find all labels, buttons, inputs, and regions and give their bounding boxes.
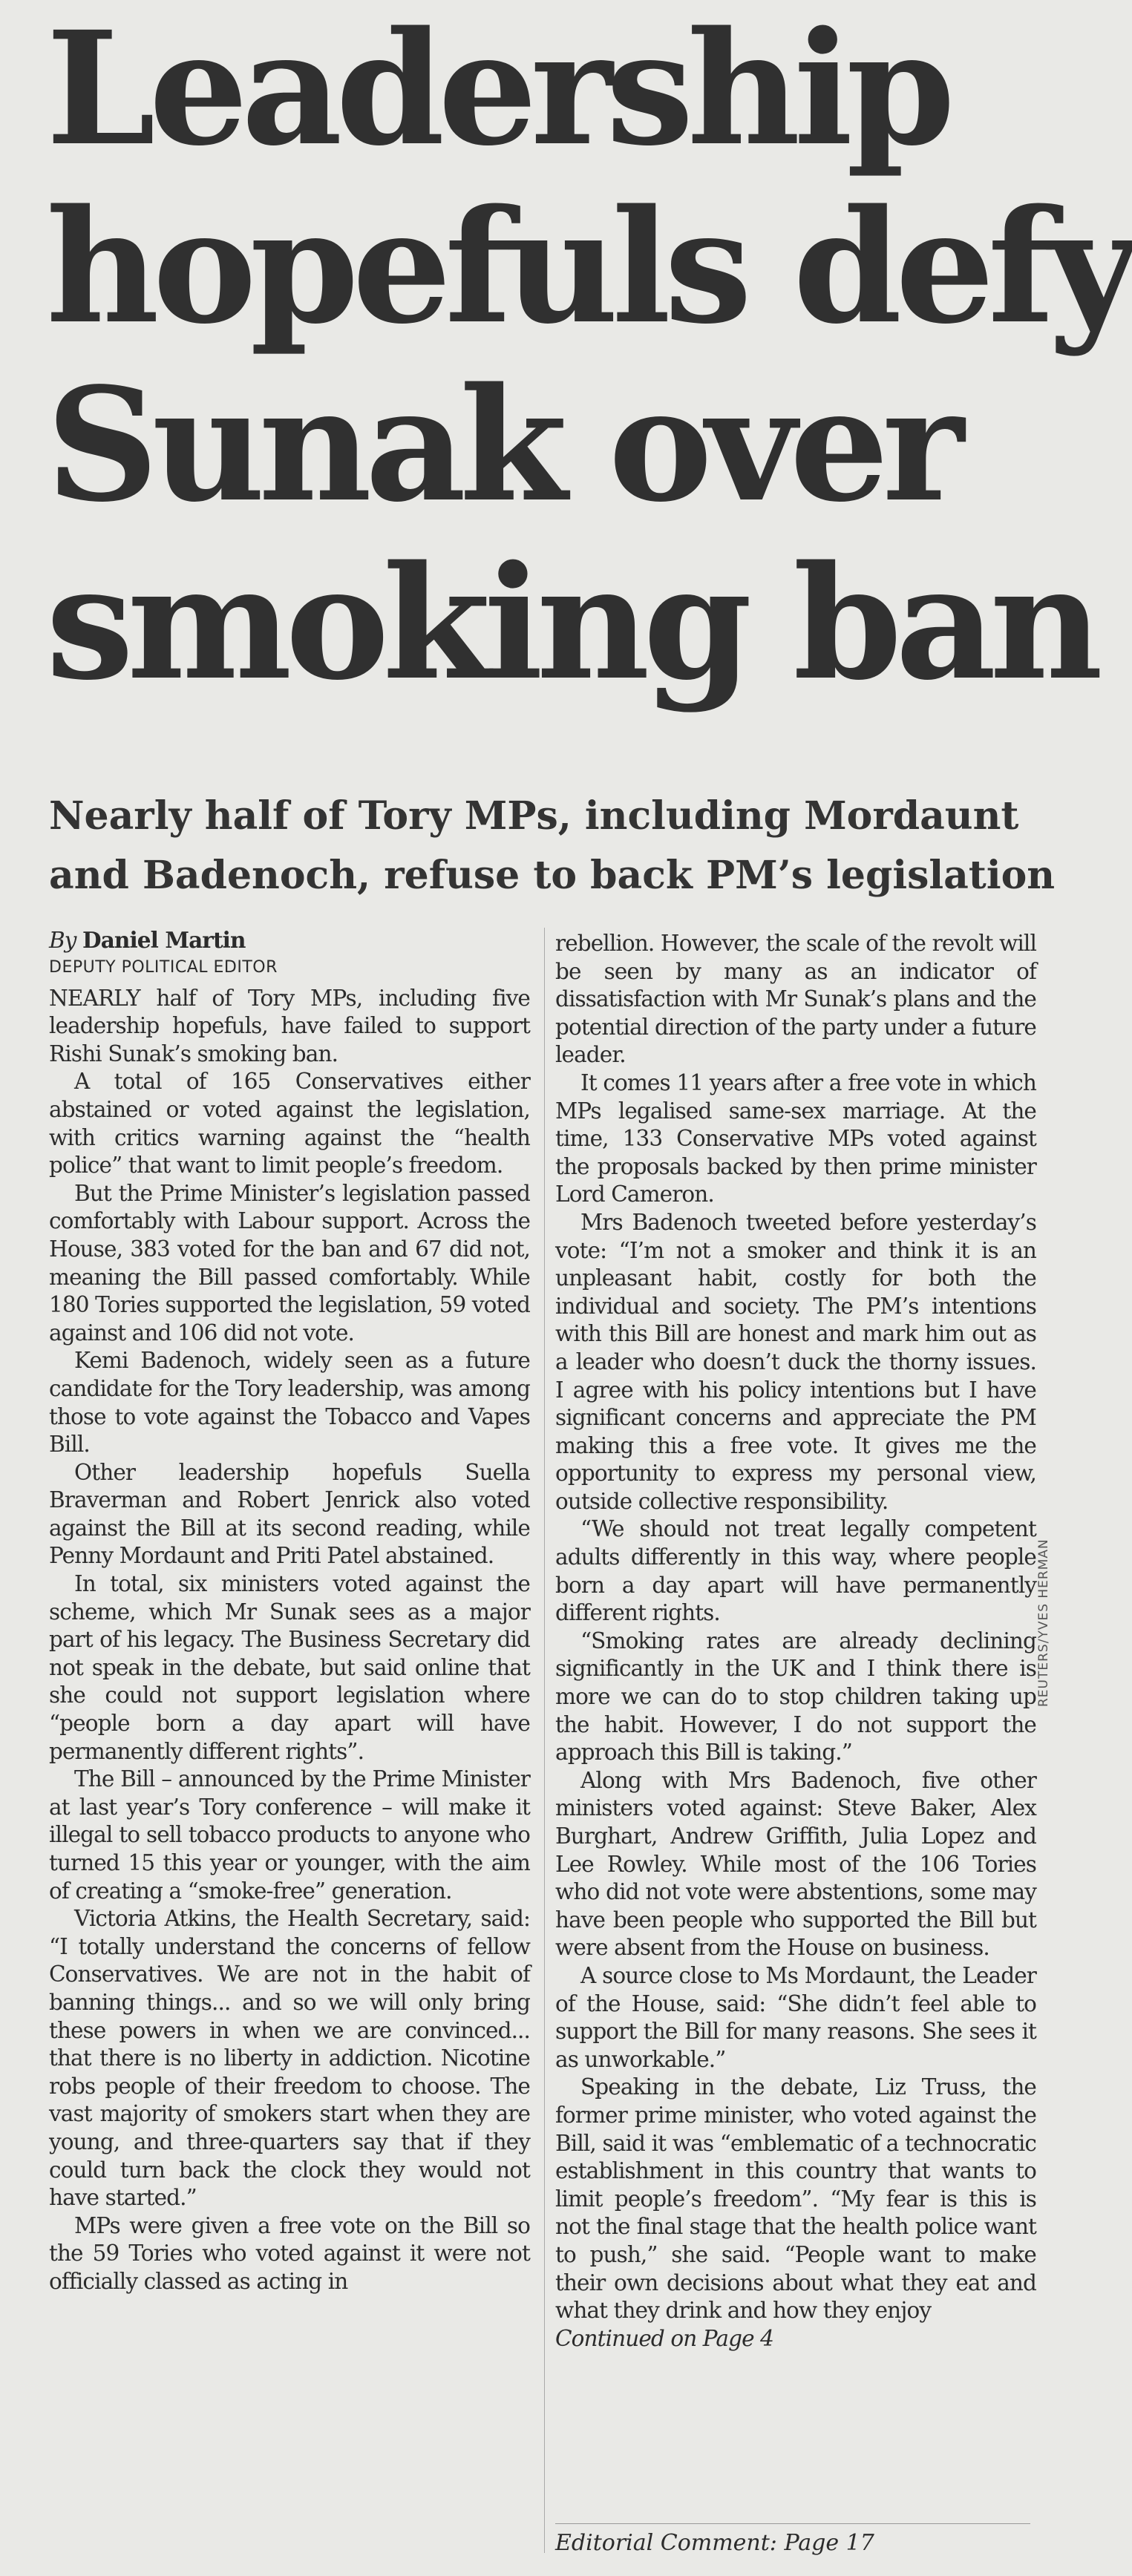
author-role: DEPUTY POLITICAL EDITOR <box>49 957 278 977</box>
headline-line-2: hopefuls defy <box>46 175 1132 358</box>
subheadline-line-1: Nearly half of Tory MPs, including Mordaunt <box>49 793 1019 839</box>
paragraph: Along with Mrs Badenoch, five other ministers voted against: Steve Baker, Alex Burghart, Andrew Griffith, Julia Lopez and Lee Rowley. While most of the 106 Tories who did not vote were abstentions, some may have been people who supported the Bill but were absent from the House on business. <box>555 1767 1036 1961</box>
subheadline-line-2: and Badenoch, refuse to back PM’s legislation <box>49 853 1056 898</box>
paragraph: “Smoking rates are already declining significantly in the UK and I think there is more we can do to stop children taking up the habit. However, I do not support the approach this Bill is taking.” <box>555 1628 1036 1766</box>
paragraph: MPs were given a free vote on the Bill so the 59 Tories who voted against it were not officially classed as acting in <box>49 2212 530 2294</box>
continued-note: Continued on Page 4 <box>555 2325 773 2351</box>
paragraph: A source close to Ms Mordaunt, the Leader of the House, said: “She didn’t feel able to support the Bill for many reasons. She sees it as unworkable.” <box>555 1962 1036 2072</box>
subheadline <box>49 787 1056 905</box>
paragraph: NEARLY half of Tory MPs, including five leadership hopefuls, have failed to support Rishi Sunak’s smoking ban. <box>49 985 530 1066</box>
paragraph: But the Prime Minister’s legislation passed comfortably with Labour support. Across the House, 383 voted for the ban and 67 did not, meaning the Bill passed comfortably. While 180 Tories supported the legislation, 59 voted against and 106 did not vote. <box>49 1180 530 1346</box>
paragraph: Speaking in the debate, Liz Truss, the former prime minister, who voted against the Bill, said it was “emblematic of a technocratic establishment in this country that wants to limit people’s freedom”. “My fear is this is not the final stage that the health police want to push,” she said. “People want to make their own decisions about what they eat and what they drink and how they enjoy <box>555 2074 1036 2324</box>
paragraph: Other leadership hopefuls Suella Braverman and Robert Jenrick also voted against the Bill at its second reading, while Penny Mordaunt and Priti Patel abstained. <box>49 1459 530 1569</box>
byline <box>49 926 530 980</box>
editorial-comment-ref: Editorial Comment: Page 17 <box>555 2523 1030 2558</box>
article-column-right <box>555 930 1036 2353</box>
author-name: Daniel Martin <box>82 927 246 953</box>
headline-line-3: Sunak over <box>46 353 958 537</box>
paragraph: Mrs Badenoch tweeted before yesterday’s vote: “I’m not a smoker and think it is an unpleasant habit, costly for both the individual and society. The PM’s intentions with this Bill are honest and mark him out as a leader who doesn’t duck the thorny issues. I agree with his policy intentions but I have significant concerns and appreciate the PM making this a free vote. It gives me the opportunity to express my personal view, outside collective responsibility. <box>555 1209 1036 1514</box>
paragraph: The Bill – announced by the Prime Minister at last year’s Tory conference – will make it illegal to sell tobacco products to anyone who turned 15 this year or younger, with the aim of creating a “smoke-free” generation. <box>49 1766 530 1904</box>
headline-line-1: Leadership <box>46 0 949 180</box>
byline-prefix: By <box>49 928 76 953</box>
article-column-left <box>49 926 530 2296</box>
paragraph-continued: rebellion. However, the scale of the revolt will be seen by many as an indicator of dissatisfaction with Mr Sunak’s plans and the potential direction of the party under a future leader. <box>555 931 1036 1068</box>
paragraph: Victoria Atkins, the Health Secretary, said: “I totally understand the concerns of fellow Conservatives. We are not in the habit of banning things... and so we will only bring these powers in when we are convinced... that there is no liberty in addiction. Nicotine robs people of their freedom to choose. The vast majority of smokers start when they are young, and three-quarters say that if they could turn back the clock they would not have started.” <box>49 1906 530 2211</box>
paragraph: It comes 11 years after a free vote in which MPs legalised same-sex marriage. At the time, 133 Conservative MPs voted against the proposals backed by then prime minister Lord Cameron. <box>555 1069 1036 1207</box>
paragraph: “We should not treat legally competent adults differently in this way, where people born a day apart will have permanently different rights. <box>555 1516 1036 1626</box>
paragraph: Kemi Badenoch, widely seen as a future candidate for the Tory leadership, was among those to vote against the Tobacco and Vapes Bill. <box>49 1348 530 1458</box>
headline <box>46 0 1132 715</box>
column-divider <box>544 928 545 2553</box>
paragraph: A total of 165 Conservatives either abstained or voted against the legislation, with critics warning against the “health police” that want to limit people’s freedom. <box>49 1069 530 1179</box>
paragraph: In total, six ministers voted against the scheme, which Mr Sunak sees as a major part of his legacy. The Business Secretary did not speak in the debate, but said online that she could not support legislation where “people born a day apart will have permanently different rights”. <box>49 1571 530 1764</box>
photo-credit: REUTERS/YVES HERMAN <box>1036 1538 1051 1707</box>
headline-line-4: smoking ban <box>46 531 1096 715</box>
